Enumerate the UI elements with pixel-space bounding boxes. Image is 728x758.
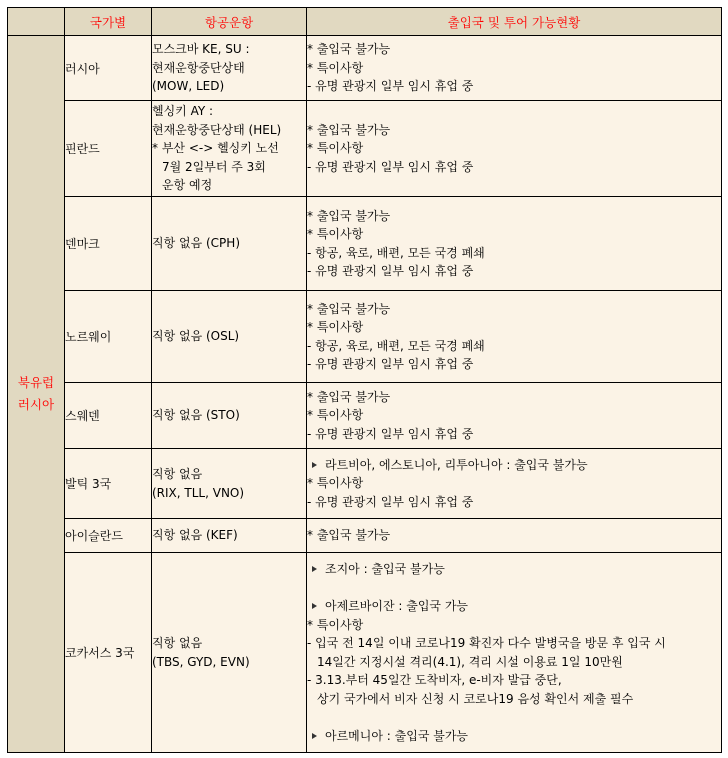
table-row (8, 449, 722, 519)
status-line: * 출입국 불가능 (307, 122, 391, 137)
status-line: * 출입국 불가능 (307, 208, 391, 223)
status-line: - 유명 관광지 일부 임시 휴업 중 (307, 159, 474, 174)
country-cell: 러시아 (65, 36, 152, 101)
air-service-cell (152, 449, 307, 519)
status-line: * 출입국 불가능 (307, 389, 391, 404)
status-line: - 입국 전 14일 이내 코로나19 확진자 다수 발병국을 방문 후 입국 시 (307, 636, 666, 650)
air-service-cell (152, 553, 307, 753)
country-cell: 아이슬란드 (65, 519, 152, 553)
triangle-bullet-icon (312, 462, 317, 468)
spacer (307, 708, 721, 727)
status-line: - 항공, 육로, 배편, 모든 국경 폐쇄 (307, 245, 485, 260)
status-cell (307, 449, 722, 519)
air-service-cell (152, 101, 307, 197)
region-cell (8, 36, 65, 753)
air-line: 직항 없음 (152, 467, 203, 481)
status-cell (307, 101, 722, 197)
status-line: - 유명 관광지 일부 임시 휴업 중 (307, 426, 474, 441)
status-line: - 유명 관광지 일부 임시 휴업 중 (307, 494, 474, 509)
air-line: 직항 없음 (OSL) (152, 329, 240, 344)
country-cell: 노르웨이 (65, 291, 152, 383)
status-line: * 특이사항 (307, 476, 364, 491)
header-row (8, 8, 722, 36)
status-line: * 특이사항 (307, 320, 364, 334)
air-line: (MOW, LED) (152, 79, 225, 94)
status-line (307, 456, 721, 475)
air-service-cell (152, 36, 307, 101)
status-line: * 출입국 불가능 (307, 528, 391, 543)
status-line: - 유명 관광지 일부 임시 휴업 중 (307, 79, 474, 94)
status-cell (307, 291, 722, 383)
table-row (8, 101, 722, 197)
table-row (8, 36, 722, 101)
region-label-line1: 북유럽 (17, 375, 55, 390)
air-line: (TBS, GYD, EVN) (152, 654, 250, 669)
status-cell (307, 383, 722, 449)
baltic-status: 라트비아, 에스토니아, 리투아니아 : 출입국 불가능 (325, 457, 588, 472)
status-line (307, 560, 721, 579)
air-line: 직항 없음 (CPH) (152, 236, 240, 251)
georgia-status: 조지아 : 출입국 불가능 (325, 562, 445, 576)
air-line: 헬싱키 AY : (152, 104, 214, 119)
air-line: 직항 없음 (152, 636, 203, 650)
air-line: 현재운항중단상태 (152, 60, 245, 75)
country-cell: 발틱 3국 (65, 449, 152, 519)
air-service-cell (152, 519, 307, 553)
travel-status-table (7, 7, 722, 753)
region-label-line2: 러시아 (17, 397, 55, 412)
air-service-cell (152, 291, 307, 383)
triangle-bullet-icon (312, 566, 317, 572)
status-line: * 출입국 불가능 (307, 301, 391, 316)
status-line: * 특이사항 (307, 227, 364, 241)
status-line (307, 727, 721, 746)
country-cell: 덴마크 (65, 197, 152, 291)
header-air-service: 항공운항 (152, 8, 307, 36)
triangle-bullet-icon (312, 733, 317, 739)
header-country: 국가별 (65, 8, 152, 36)
status-line: * 특이사항 (307, 60, 364, 75)
status-line: * 특이사항 (307, 408, 364, 423)
air-service-cell (152, 197, 307, 291)
status-cell (307, 553, 722, 753)
table-row (8, 519, 722, 553)
triangle-bullet-icon (312, 603, 317, 609)
status-line: - 유명 관광지 일부 임시 휴업 중 (307, 357, 474, 371)
status-line: - 항공, 육로, 배편, 모든 국경 폐쇄 (307, 338, 485, 353)
status-line: 14일간 지정시설 격리(4.1), 격리 시설 이용료 1일 10만원 (317, 654, 623, 669)
table-row (8, 291, 722, 383)
air-line: 모스크바 KE, SU : (152, 42, 250, 57)
azerbaijan-status: 아제르바이잔 : 출입국 가능 (325, 599, 468, 613)
air-line: 직항 없음 (STO) (152, 408, 240, 423)
armenia-status: 아르메니아 : 출입국 불가능 (325, 728, 468, 743)
table-row (8, 553, 722, 753)
country-cell: 스웨덴 (65, 383, 152, 449)
air-line: 7월 2일부터 주 3회 (162, 159, 266, 174)
air-line: 운항 예정 (162, 178, 213, 193)
status-cell (307, 519, 722, 553)
table-row (8, 383, 722, 449)
air-line: (RIX, TLL, VNO) (152, 485, 245, 500)
status-line: * 특이사항 (307, 617, 364, 632)
status-line: 상기 국가에서 비자 신청 시 코로나19 음성 확인서 제출 필수 (317, 691, 634, 706)
air-line: * 부산 <-> 헬싱키 노선 (152, 141, 279, 156)
air-line: 현재운항중단상태 (HEL) (152, 122, 282, 137)
country-cell: 코카서스 3국 (65, 553, 152, 753)
status-line: - 3.13.부터 45일간 도착비자, e-비자 발급 중단, (307, 673, 562, 687)
table-row (8, 197, 722, 291)
status-line: * 특이사항 (307, 141, 364, 156)
header-region (8, 8, 65, 36)
air-line: 직항 없음 (KEF) (152, 528, 238, 543)
status-line: * 출입국 불가능 (307, 42, 391, 57)
status-cell (307, 36, 722, 101)
status-line (307, 597, 721, 616)
country-cell: 핀란드 (65, 101, 152, 197)
spacer (307, 579, 721, 598)
status-cell (307, 197, 722, 291)
air-service-cell (152, 383, 307, 449)
status-line: - 유명 관광지 일부 임시 휴업 중 (307, 264, 474, 278)
header-entry-status: 출입국 및 투어 가능현황 (307, 8, 722, 36)
